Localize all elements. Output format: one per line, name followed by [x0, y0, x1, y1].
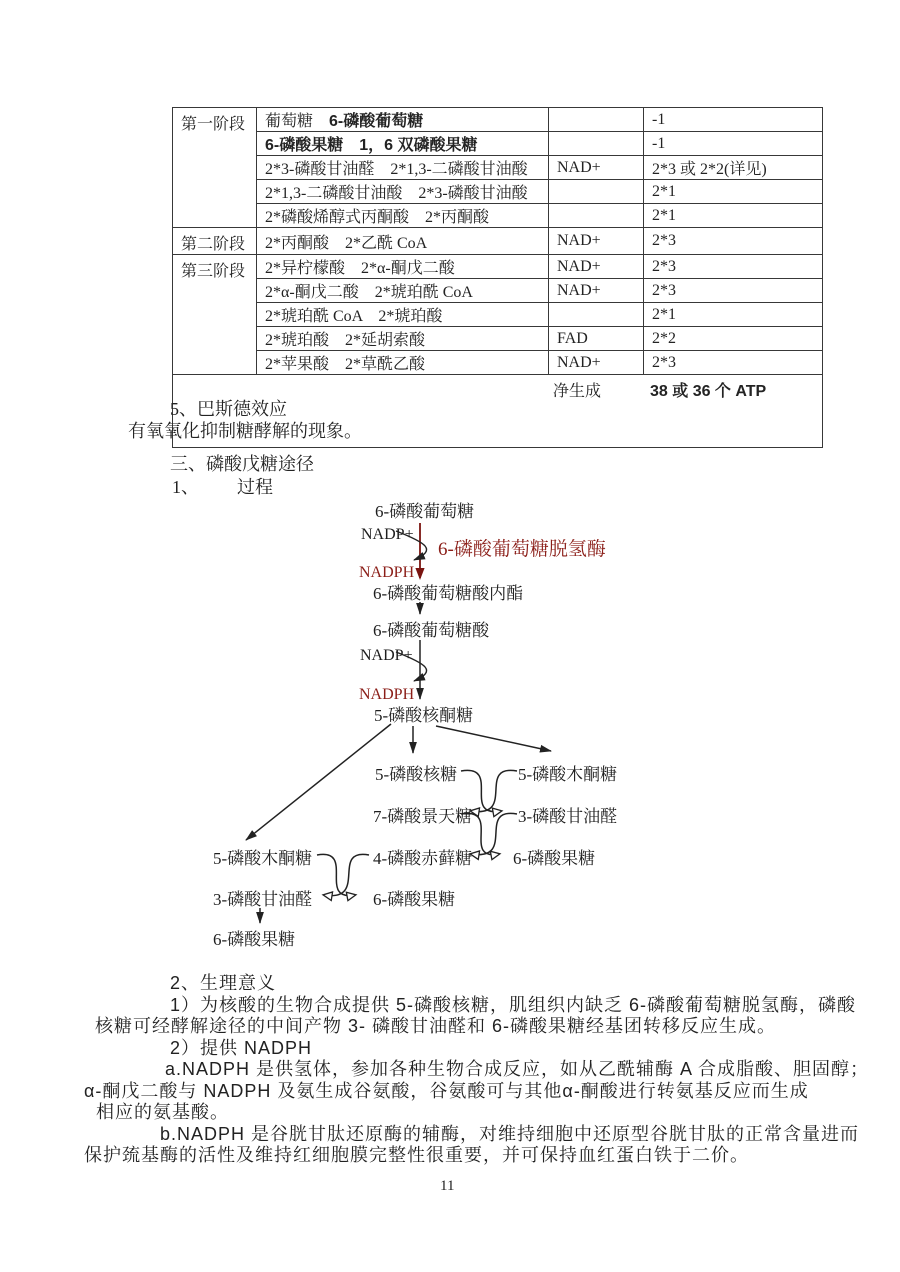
exchange-e4p-to-g3p [324, 854, 369, 895]
cofactor-cell [549, 180, 644, 204]
page-number: 11 [440, 1178, 455, 1194]
node-glyceraldehyde-3p-right: 3-磷酸甘油醛 [518, 807, 618, 826]
node-fructose-6p-mid: 6-磷酸果糖 [373, 890, 456, 909]
stage-cell: 第二阶段 [173, 228, 257, 255]
reaction-text: 葡萄糖 [265, 113, 330, 130]
table-row [173, 108, 823, 132]
reaction-cell: 2*3-磷酸甘油醛 2*1,3-二磷酸甘油酸 [257, 156, 549, 180]
table-row [173, 279, 823, 303]
node-nadph-2: NADPH [359, 686, 415, 703]
reaction-cell: 2*磷酸烯醇式丙酮酸 2*丙酮酸 [257, 204, 549, 228]
net-yield-value: 38 或 36 个 ATP [650, 383, 767, 400]
node-g6p: 6-磷酸葡萄糖 [375, 502, 475, 521]
table-row [173, 303, 823, 327]
cofactor-cell: NAD+ [549, 351, 644, 375]
table-row [173, 180, 823, 204]
atp-cell: 2*1 [644, 204, 823, 228]
reaction-cell: 2*异柠檬酸 2*α-酮戊二酸 [257, 255, 549, 279]
atp-cell: 2*1 [644, 180, 823, 204]
pasteur-heading: 5、巴斯德效应 [170, 399, 287, 419]
atp-cell: 2*1 [644, 303, 823, 327]
atp-cell: 2*3 或 2*2(详见) [644, 156, 823, 180]
reaction-cell: 2*丙酮酸 2*乙酰 CoA [257, 228, 549, 255]
pasteur-body: 有氧氧化抑制糖酵解的现象。 [128, 421, 362, 441]
node-6p-gluconate: 6-磷酸葡萄糖酸 [373, 621, 490, 640]
node-nadph-1: NADPH [359, 564, 415, 581]
node-sedoheptulose-7p: 7-磷酸景天糖 [373, 807, 473, 826]
reaction-text-bold: 6-磷酸葡萄糖 [329, 113, 424, 130]
atp-cell: -1 [644, 108, 823, 132]
exchange-g3p-to-e4p [471, 813, 517, 854]
paragraph-line: 2、生理意义 [170, 973, 277, 993]
table-row [173, 132, 823, 156]
arrow-ru5p-to-x5p-right [436, 726, 551, 751]
node-fructose-6p-right: 6-磷酸果糖 [513, 849, 596, 868]
cofactor-cell: NAD+ [549, 255, 644, 279]
paragraph-line: 相应的氨基酸。 [96, 1102, 229, 1122]
node-nadp-2: NADP+ [360, 647, 413, 664]
node-6p-gluconolactone: 6-磷酸葡萄糖酸内酯 [373, 584, 524, 603]
table-row [173, 255, 823, 279]
node-xylulose-5p-left: 5-磷酸木酮糖 [213, 849, 313, 868]
reaction-cell: 2*琥珀酰 CoA 2*琥珀酸 [257, 303, 549, 327]
atp-cell: 2*3 [644, 279, 823, 303]
table-row [173, 228, 823, 255]
node-glyceraldehyde-3p-left: 3-磷酸甘油醛 [213, 890, 313, 909]
reaction-cell: 2*苹果酸 2*草酰乙酸 [257, 351, 549, 375]
stage-cell: 第三阶段 [173, 255, 257, 375]
atp-cell: 2*3 [644, 351, 823, 375]
reaction-cell: 2*α-酮戊二酸 2*琥珀酰 CoA [257, 279, 549, 303]
process-label: 过程 [237, 477, 273, 497]
paragraph-line: 保护巯基酶的活性及维持红细胞膜完整性很重要，并可保持血红蛋白铁于二价。 [84, 1145, 749, 1165]
paragraph-line: 核糖可经酵解途径的中间产物 3- 磷酸甘油醛和 6-磷酸果糖经基团转移反应生成。 [95, 1016, 777, 1036]
cofactor-cell [549, 132, 644, 156]
paragraph-line: a.NADPH 是供氢体，参加各种生物合成反应，如从乙酰辅酶 A 合成脂酸、胆固醇； [165, 1059, 870, 1079]
cofactor-cell [549, 204, 644, 228]
table-row [173, 204, 823, 228]
node-fructose-6p-bottom: 6-磷酸果糖 [213, 930, 296, 949]
reaction-cell [257, 108, 549, 132]
paragraph-line: b.NADPH 是谷胱甘肽还原酶的辅酶，对维持细胞中还原型谷胱甘肽的正常含量进而 [160, 1124, 860, 1144]
reaction-cell: 6-磷酸果糖 1，6 双磷酸果糖 [257, 132, 549, 156]
node-nadp-1: NADP+ [361, 526, 414, 543]
exchange-x5p-to-s7p [471, 770, 517, 811]
node-ribose-5p: 5-磷酸核糖 [375, 765, 458, 784]
cofactor-cell: NAD+ [549, 228, 644, 255]
paragraph-line: α-酮戊二酸与 NADPH 及氨生成谷氨酸，谷氨酸可与其他α-酮酸进行转氨基反应而生成 [84, 1081, 809, 1101]
cofactor-cell [549, 303, 644, 327]
net-yield-label: 净生成 [553, 383, 602, 400]
paragraph-line: 2）提供 NADPH [170, 1038, 313, 1058]
cofactor-cell [549, 108, 644, 132]
reaction-cell: 2*琥珀酸 2*延胡索酸 [257, 327, 549, 351]
node-xylulose-5p-right: 5-磷酸木酮糖 [518, 765, 618, 784]
cofactor-cell: NAD+ [549, 156, 644, 180]
atp-cell: 2*3 [644, 255, 823, 279]
stage-cell: 第一阶段 [173, 108, 257, 228]
process-number: 1、 [172, 477, 199, 497]
atp-cell: 2*2 [644, 327, 823, 351]
atp-cell: 2*3 [644, 228, 823, 255]
table-row [173, 351, 823, 375]
exchange-x5p-to-f6p [317, 854, 355, 895]
paragraph-line: 1）为核酸的生物合成提供 5-磷酸核糖，肌组织内缺乏 6-磷酸葡萄糖脱氢酶，磷酸 [170, 995, 857, 1015]
node-ribulose-5p: 5-磷酸核酮糖 [374, 706, 474, 725]
arrow-ru5p-to-x5p-left [246, 724, 391, 840]
ppp-heading: 三、磷酸戊糖途径 [170, 454, 314, 474]
glycolysis-atp-table [172, 107, 823, 448]
table-row [173, 327, 823, 351]
table-row [173, 156, 823, 180]
reaction-cell: 2*1,3-二磷酸甘油酸 2*3-磷酸甘油酸 [257, 180, 549, 204]
cofactor-cell: FAD [549, 327, 644, 351]
exchange-r5p-to-g3p [461, 770, 501, 811]
node-erythrose-4p: 4-磷酸赤藓糖 [373, 849, 473, 868]
atp-cell: -1 [644, 132, 823, 156]
enzyme-g6p-dehydrogenase: 6-磷酸葡萄糖脱氢酶 [438, 539, 606, 560]
cofactor-cell: NAD+ [549, 279, 644, 303]
